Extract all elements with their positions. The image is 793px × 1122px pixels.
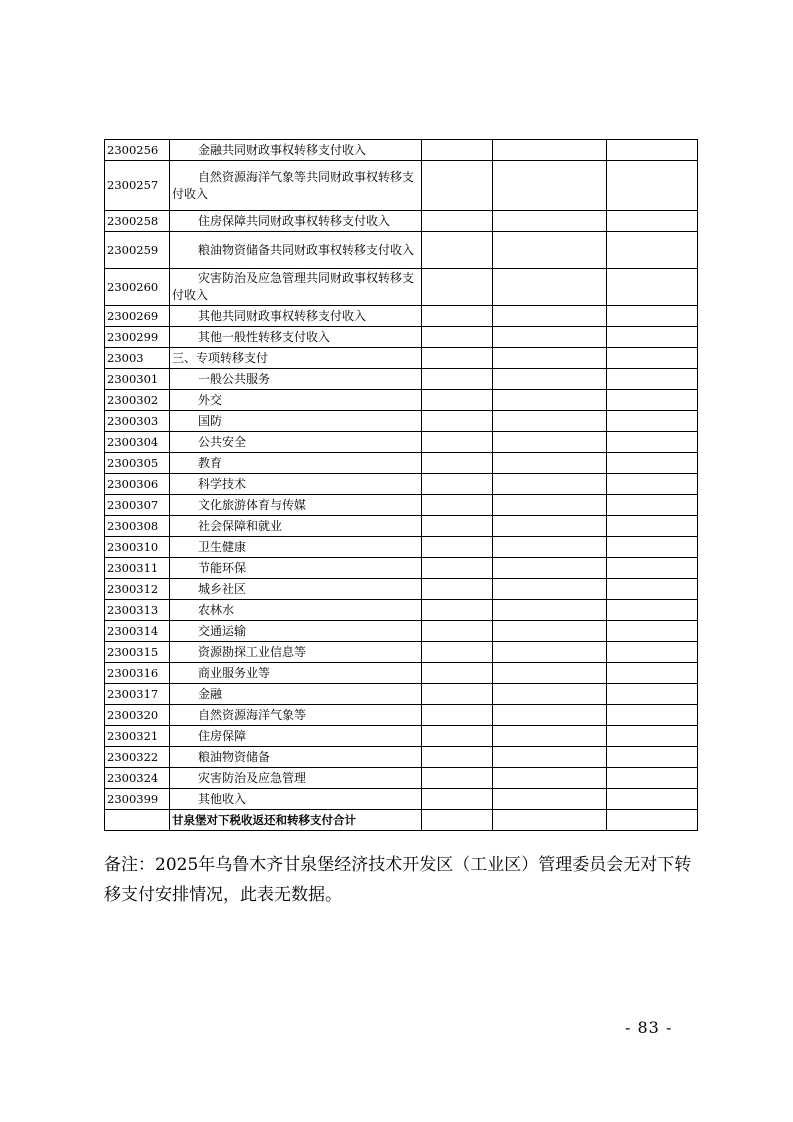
value-cell <box>607 327 698 348</box>
table-row <box>105 327 698 348</box>
row-name-text: 公共安全 <box>198 434 247 449</box>
row-name <box>170 537 422 558</box>
value-cell <box>422 663 493 684</box>
row-name <box>170 348 422 369</box>
value-cell <box>422 810 493 831</box>
table-row <box>105 211 698 232</box>
value-cell <box>422 621 493 642</box>
row-code: 2300257 <box>105 161 170 211</box>
value-cell <box>493 390 607 411</box>
row-code: 2300301 <box>105 369 170 390</box>
value-cell <box>422 140 493 161</box>
row-code: 2300312 <box>105 579 170 600</box>
value-cell <box>607 579 698 600</box>
value-cell <box>422 348 493 369</box>
table-row <box>105 161 698 211</box>
value-cell <box>607 663 698 684</box>
value-cell <box>607 390 698 411</box>
value-cell <box>493 327 607 348</box>
value-cell <box>493 810 607 831</box>
value-cell <box>607 269 698 306</box>
row-name-text: 商业服务业等 <box>198 665 271 680</box>
value-cell <box>422 269 493 306</box>
value-cell <box>493 495 607 516</box>
value-cell <box>422 516 493 537</box>
row-name-text: 粮油物资储备 <box>198 749 271 764</box>
value-cell <box>607 642 698 663</box>
table-row <box>105 663 698 684</box>
row-name-text: 交通运输 <box>198 623 247 638</box>
row-name-text: 灾害防治及应急管理共同财政事权转移支付收入 <box>172 271 415 302</box>
value-cell <box>607 306 698 327</box>
budget-table <box>104 139 698 831</box>
row-name <box>170 269 422 306</box>
row-name <box>170 705 422 726</box>
value-cell <box>493 789 607 810</box>
row-name <box>170 432 422 453</box>
table-row <box>105 474 698 495</box>
row-name-text: 城乡社区 <box>198 581 247 596</box>
row-name <box>170 621 422 642</box>
value-cell <box>422 211 493 232</box>
row-code: 2300310 <box>105 537 170 558</box>
row-name <box>170 232 422 269</box>
row-code: 2300303 <box>105 411 170 432</box>
row-name-text: 其他收入 <box>198 791 247 806</box>
row-name <box>170 768 422 789</box>
value-cell <box>493 140 607 161</box>
table-row <box>105 411 698 432</box>
row-name-text: 社会保障和就业 <box>198 518 283 533</box>
table-row <box>105 390 698 411</box>
value-cell <box>493 558 607 579</box>
row-name-text: 农林水 <box>198 602 235 617</box>
table-row <box>105 232 698 269</box>
table-row <box>105 621 698 642</box>
row-name <box>170 390 422 411</box>
value-cell <box>493 211 607 232</box>
table-row <box>105 768 698 789</box>
row-code: 2300307 <box>105 495 170 516</box>
table-row <box>105 684 698 705</box>
row-name <box>170 789 422 810</box>
page-number: - 83 - <box>625 1018 673 1037</box>
value-cell <box>422 161 493 211</box>
row-code: 2300305 <box>105 453 170 474</box>
row-code: 2300308 <box>105 516 170 537</box>
table-row <box>105 140 698 161</box>
row-name-text: 住房保障 <box>198 728 247 743</box>
table-row <box>105 495 698 516</box>
value-cell <box>493 600 607 621</box>
value-cell <box>607 768 698 789</box>
value-cell <box>607 411 698 432</box>
row-code: 2300315 <box>105 642 170 663</box>
row-code: 2300316 <box>105 663 170 684</box>
table-row <box>105 516 698 537</box>
row-name <box>170 495 422 516</box>
value-cell <box>422 642 493 663</box>
row-name-text: 灾害防治及应急管理 <box>198 770 307 785</box>
value-cell <box>422 411 493 432</box>
row-name <box>170 579 422 600</box>
value-cell <box>422 726 493 747</box>
value-cell <box>493 516 607 537</box>
table-row <box>105 642 698 663</box>
value-cell <box>422 232 493 269</box>
value-cell <box>607 232 698 269</box>
row-name-text: 资源勘探工业信息等 <box>198 644 307 659</box>
value-cell <box>422 579 493 600</box>
value-cell <box>422 390 493 411</box>
value-cell <box>493 369 607 390</box>
value-cell <box>422 306 493 327</box>
row-code: 2300314 <box>105 621 170 642</box>
value-cell <box>607 705 698 726</box>
row-code: 2300304 <box>105 432 170 453</box>
value-cell <box>422 600 493 621</box>
value-cell <box>607 161 698 211</box>
value-cell <box>607 558 698 579</box>
value-cell <box>607 516 698 537</box>
value-cell <box>422 327 493 348</box>
value-cell <box>607 684 698 705</box>
row-code: 2300259 <box>105 232 170 269</box>
table-body <box>105 140 698 831</box>
row-code: 2300320 <box>105 705 170 726</box>
value-cell <box>607 789 698 810</box>
row-name <box>170 211 422 232</box>
row-name-text: 三、专项转移支付 <box>172 350 269 365</box>
row-name <box>170 453 422 474</box>
value-cell <box>422 768 493 789</box>
value-cell <box>493 537 607 558</box>
row-name <box>170 306 422 327</box>
row-name-text: 外交 <box>198 392 223 407</box>
value-cell <box>607 810 698 831</box>
row-name <box>170 369 422 390</box>
value-cell <box>493 726 607 747</box>
row-name-text: 卫生健康 <box>198 539 247 554</box>
value-cell <box>422 474 493 495</box>
value-cell <box>607 211 698 232</box>
value-cell <box>607 474 698 495</box>
total-label: 甘泉堡对下税收返还和转移支付合计 <box>170 810 422 831</box>
row-code: 2300306 <box>105 474 170 495</box>
value-cell <box>493 306 607 327</box>
value-cell <box>422 369 493 390</box>
row-code: 2300322 <box>105 747 170 768</box>
row-code: 2300299 <box>105 327 170 348</box>
row-name-text: 教育 <box>198 455 223 470</box>
table-row <box>105 600 698 621</box>
table-row <box>105 726 698 747</box>
table-row <box>105 369 698 390</box>
value-cell <box>422 747 493 768</box>
row-name <box>170 411 422 432</box>
value-cell <box>493 411 607 432</box>
table-row <box>105 789 698 810</box>
value-cell <box>607 140 698 161</box>
row-name-text: 国防 <box>198 413 223 428</box>
row-name <box>170 642 422 663</box>
value-cell <box>607 537 698 558</box>
row-name-text: 其他一般性转移支付收入 <box>198 329 331 344</box>
value-cell <box>607 348 698 369</box>
table-row <box>105 453 698 474</box>
value-cell <box>493 579 607 600</box>
table-row <box>105 579 698 600</box>
value-cell <box>493 663 607 684</box>
value-cell <box>607 726 698 747</box>
value-cell <box>493 453 607 474</box>
table-row <box>105 537 698 558</box>
value-cell <box>493 684 607 705</box>
value-cell <box>493 621 607 642</box>
value-cell <box>607 453 698 474</box>
row-code: 2300324 <box>105 768 170 789</box>
row-code: 2300313 <box>105 600 170 621</box>
value-cell <box>607 495 698 516</box>
value-cell <box>493 705 607 726</box>
row-name-text: 文化旅游体育与传媒 <box>198 497 307 512</box>
row-name-text: 粮油物资储备共同财政事权转移支付收入 <box>198 242 415 257</box>
row-name <box>170 516 422 537</box>
row-name <box>170 558 422 579</box>
row-code: 2300302 <box>105 390 170 411</box>
row-name <box>170 684 422 705</box>
value-cell <box>493 768 607 789</box>
value-cell <box>493 232 607 269</box>
row-name-text: 一般公共服务 <box>198 371 271 386</box>
value-cell <box>607 747 698 768</box>
row-code: 2300321 <box>105 726 170 747</box>
row-name <box>170 327 422 348</box>
row-name-text: 节能环保 <box>198 560 247 575</box>
row-name-text: 自然资源海洋气象等 <box>198 707 307 722</box>
row-name <box>170 140 422 161</box>
value-cell <box>493 747 607 768</box>
value-cell <box>422 684 493 705</box>
row-name-text: 金融 <box>198 686 223 701</box>
row-name-text: 住房保障共同财政事权转移支付收入 <box>198 213 391 228</box>
row-name <box>170 663 422 684</box>
value-cell <box>422 432 493 453</box>
row-code: 23003 <box>105 348 170 369</box>
value-cell <box>422 537 493 558</box>
value-cell <box>422 705 493 726</box>
value-cell <box>493 348 607 369</box>
row-code: 2300260 <box>105 269 170 306</box>
value-cell <box>422 495 493 516</box>
table-row <box>105 306 698 327</box>
row-code: 2300256 <box>105 140 170 161</box>
table-row <box>105 348 698 369</box>
table-row <box>105 747 698 768</box>
row-code: 2300258 <box>105 211 170 232</box>
table-row <box>105 269 698 306</box>
value-cell <box>422 453 493 474</box>
value-cell <box>607 600 698 621</box>
value-cell <box>493 432 607 453</box>
value-cell <box>607 621 698 642</box>
row-code: 2300399 <box>105 789 170 810</box>
value-cell <box>493 161 607 211</box>
value-cell <box>493 642 607 663</box>
table-row <box>105 558 698 579</box>
row-name-text: 金融共同财政事权转移支付收入 <box>198 142 367 157</box>
value-cell <box>493 474 607 495</box>
total-code <box>105 810 170 831</box>
row-name <box>170 474 422 495</box>
row-name <box>170 161 422 211</box>
row-code: 2300269 <box>105 306 170 327</box>
remark-note: 备注：2025年乌鲁木齐甘泉堡经济技术开发区（工业区）管理委员会无对下转移支付安排情况，此表无数据。 <box>104 855 692 905</box>
row-name-text: 自然资源海洋气象等共同财政事权转移支付收入 <box>172 169 415 201</box>
value-cell <box>422 558 493 579</box>
value-cell <box>422 789 493 810</box>
value-cell <box>607 432 698 453</box>
table-row <box>105 705 698 726</box>
row-name <box>170 747 422 768</box>
value-cell <box>493 269 607 306</box>
row-code: 2300311 <box>105 558 170 579</box>
row-name-text: 科学技术 <box>198 476 247 491</box>
total-row <box>105 810 698 831</box>
row-name <box>170 726 422 747</box>
table-row <box>105 432 698 453</box>
row-name <box>170 600 422 621</box>
value-cell <box>607 369 698 390</box>
row-code: 2300317 <box>105 684 170 705</box>
row-name-text: 其他共同财政事权转移支付收入 <box>198 308 367 323</box>
